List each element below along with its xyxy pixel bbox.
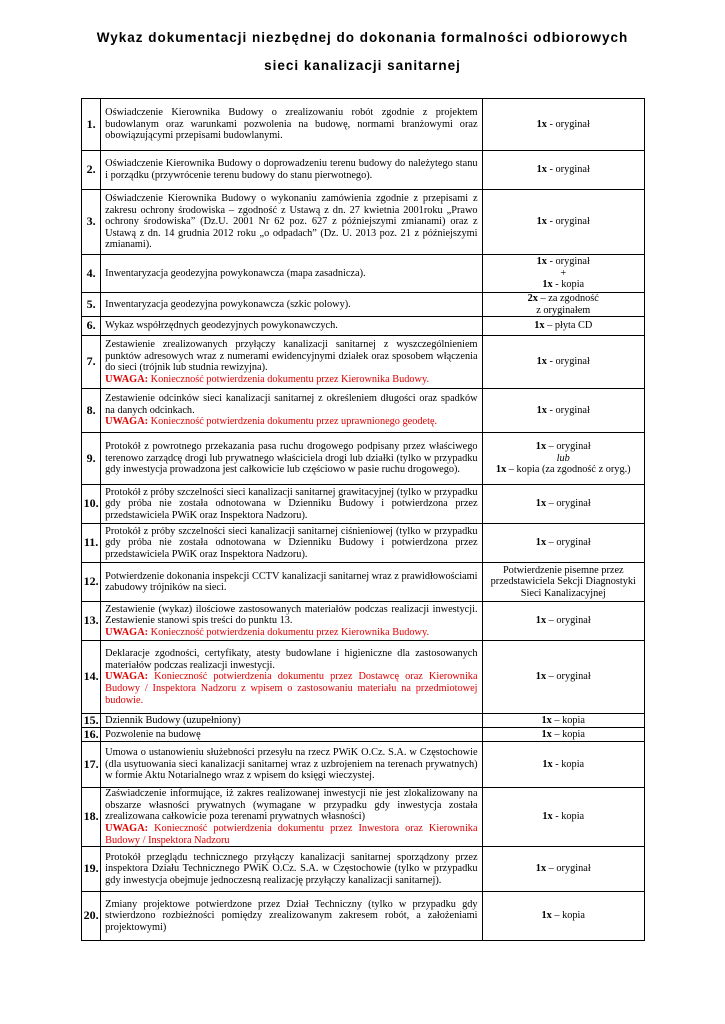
row-number: 8. [82, 389, 101, 433]
copy-type: - oryginał [546, 118, 590, 130]
row-number: 13. [82, 602, 101, 641]
table-row [82, 433, 645, 485]
row-description [101, 714, 482, 728]
table-row [82, 641, 645, 714]
table-row [82, 563, 645, 602]
row-number: 14. [82, 641, 101, 714]
row-number: 11. [82, 524, 101, 563]
row-requirement [482, 524, 644, 563]
row-number: 1. [82, 99, 101, 151]
copy-count: 1x [536, 216, 547, 228]
copy-count: 1x [535, 498, 547, 510]
row-description [101, 742, 482, 788]
documents-table [81, 98, 645, 941]
row-requirement [482, 742, 644, 788]
row-requirement [482, 433, 644, 485]
table-row [82, 714, 645, 728]
description-text: Protokół z próby szczelności sieci kanalizacji sanitarnej ciśnieniowej (tylko w przypadku gdy próba nie została odnotowana w Dzienniku Budowy i potwierdzona przez przedstawiciela PWiK oraz Inspektora Nadzoru). [105, 525, 478, 560]
row-number: 7. [82, 336, 101, 389]
table-row [82, 336, 645, 389]
copy-count: 1x [541, 910, 552, 922]
row-requirement [482, 336, 644, 389]
row-requirement [482, 563, 644, 602]
row-description [101, 728, 482, 742]
row-number: 19. [82, 847, 101, 892]
copy-type-2: – kopia (za zgodność z oryg.) [506, 464, 631, 476]
table-row [82, 602, 645, 641]
row-description [101, 788, 482, 847]
warning-text: Konieczność potwierdzenia dokumentu przez Dostawcę oraz Kierownika Budowy / Inspektora Nadzoru z wpisem o zastosowaniu materiału na przedmiotowej budowie. [105, 671, 478, 706]
warning-text: Konieczność potwierdzenia dokumentu przez Kierownika Budowy. [148, 373, 430, 385]
copy-type: - oryginał [546, 216, 590, 228]
description-text: Zaświadczenie informujące, iż zakres realizowanej inwestycji nie jest zlokalizowany na obszarze własności prywatnych (wymagane w przypadku gdy inwestycja została zrealizowana całkowicie poza terenami prywatnych własności) [105, 788, 478, 823]
row-description [101, 485, 482, 524]
row-description [101, 99, 482, 151]
copy-type: – oryginał [546, 671, 591, 683]
copy-count: 1x [535, 615, 547, 627]
table-row [82, 742, 645, 788]
description-text: Wykaz współrzędnych geodezyjnych powykonawczych. [105, 320, 338, 332]
row-description [101, 524, 482, 563]
warning-label: UWAGA: [105, 822, 149, 834]
copy-type: - oryginał [546, 404, 590, 416]
row-number: 6. [82, 317, 101, 336]
row-requirement [482, 847, 644, 892]
row-description [101, 293, 482, 317]
copy-type: – oryginał [546, 537, 591, 549]
warning-label: UWAGA: [105, 626, 149, 638]
copy-count-2: 1x [542, 279, 553, 291]
copy-type: - kopia [552, 758, 585, 770]
row-number: 3. [82, 190, 101, 255]
warning-label: UWAGA: [105, 373, 149, 385]
copy-count: 1x [535, 671, 547, 683]
copy-count: 1x [535, 537, 547, 549]
row-description [101, 641, 482, 714]
copy-count-2: 1x [495, 464, 507, 476]
copy-type: – oryginał [546, 498, 591, 510]
copy-count: 1x [541, 728, 552, 740]
alternative-separator: lub [556, 452, 570, 464]
row-requirement [482, 602, 644, 641]
alternative-separator: + [560, 267, 567, 279]
row-requirement [482, 293, 644, 317]
row-description [101, 336, 482, 389]
copy-count: 2x [527, 293, 538, 304]
warning-label: UWAGA: [105, 416, 149, 428]
row-description [101, 389, 482, 433]
copy-type: - oryginał [546, 256, 590, 268]
description-text: Protokół z próby szczelności sieci kanalizacji sanitarnej grawitacyjnej (tylko w przypadku gdy próba nie została odnotowana w Dzienniku Budowy i potwierdzona przez przedstawiciela PWiK oraz Inspektora Nadzoru). [105, 486, 478, 521]
row-number: 12. [82, 563, 101, 602]
description-text: Inwentaryzacja geodezyjna powykonawcza (mapa zasadnicza). [105, 267, 366, 279]
table-row [82, 728, 645, 742]
copy-type: – za zgodność [537, 293, 599, 304]
row-description [101, 151, 482, 190]
copy-type: - oryginał [546, 164, 590, 176]
row-number: 5. [82, 293, 101, 317]
table-row [82, 151, 645, 190]
table-row [82, 389, 645, 433]
description-text: Oświadczenie Kierownika Budowy o wykonaniu zamówienia zgodnie z przepisami z zakresu ochrony środowiska – zgodność z Ustawą z dn. 27 kwietnia 2001roku „Prawo ochrony środowiska” (Dz.U. 2001 Nr 62 poz. 627 z późniejszymi zmianami) oraz z Ustawą z dn. 14 grudnia 2012 roku „o odpadach” (Dz. U. 2013 poz. 21 z późniejszymi zmianami). [105, 193, 478, 251]
description-text: Oświadczenie Kierownika Budowy o zrealizowaniu robót zgodnie z projektem budowlanym oraz warunkami pozwolenia na budowę, normami branżowymi oraz obowiązującymi przepisami budowlanymi. [105, 107, 478, 142]
row-requirement [482, 728, 644, 742]
warning-text: Konieczność potwierdzenia dokumentu przez Inwestora oraz Kierownika Budowy / Inspektora Nadzoru [105, 822, 478, 846]
row-requirement [482, 714, 644, 728]
warning-text: Konieczność potwierdzenia dokumentu przez uprawnionego geodetę. [148, 416, 438, 428]
copy-count: 1x [542, 811, 553, 823]
row-requirement [482, 190, 644, 255]
description-text: Oświadczenie Kierownika Budowy o doprowadzeniu terenu budowy do należytego stanu i porządku (przywrócenie terenu budowy do stanu pierwotnego). [105, 158, 478, 181]
document-title-line-2: sieci kanalizacji sanitarnej [264, 58, 461, 73]
copy-count: 1x [536, 118, 547, 130]
row-number: 18. [82, 788, 101, 847]
copy-type: – oryginał [546, 863, 591, 875]
description-text: Zestawienie zrealizowanych przyłączy kanalizacji sanitarnej z wyszczególnieniem punktów adresowych wraz z numerami ewidencyjnymi działek oraz sposobem włączenia do sieci (trójnik lub studnia rewizyjna). [105, 339, 478, 374]
document-title-line-1: Wykaz dokumentacji niezbędnej do dokonania formalności odbiorowych [96, 30, 629, 45]
row-requirement [482, 317, 644, 336]
copy-count: 1x [534, 320, 545, 332]
table-row [82, 293, 645, 317]
row-number: 17. [82, 742, 101, 788]
row-description [101, 190, 482, 255]
copy-count: 1x [542, 758, 553, 770]
row-number: 15. [82, 714, 101, 728]
description-text: Protokół z powrotnego przekazania pasa ruchu drogowego podpisany przez właściwego terenowo zarządcę drogi lub prywatnego właściciela drogi lub działki (tylko w przypadku gdy inwestycja prowadzona jest całkowicie lub częściowo w pasie ruchu drogowego). [105, 441, 478, 476]
description-text: Protokół przeglądu technicznego przyłączy kanalizacji sanitarnej sporządzony przez inspektora Działu Technicznego PWiK O.Cz. S.A. w Częstochowie (tylko w przypadku gdy inwestycja obejmuje jednoczesną realizację przyłączy kanalizacji sanitarnej). [105, 851, 478, 886]
copy-type: - kopia [552, 811, 585, 823]
table-row [82, 190, 645, 255]
description-text: Zestawienie (wykaz) ilościowe zastosowanych materiałów podczas realizacji inwestycji. Zestawienie stanowi spis treści do punktu 13. [105, 603, 478, 627]
table-row [82, 485, 645, 524]
row-description [101, 255, 482, 293]
copy-type: – kopia [551, 728, 585, 740]
row-description [101, 602, 482, 641]
row-number: 20. [82, 892, 101, 941]
table-row [82, 788, 645, 847]
row-requirement [482, 485, 644, 524]
copy-type: – oryginał [546, 615, 591, 627]
table-row [82, 317, 645, 336]
row-number: 2. [82, 151, 101, 190]
row-description [101, 892, 482, 941]
table-row [82, 255, 645, 293]
warning-label: UWAGA: [105, 671, 149, 683]
copy-count: 1x [535, 863, 547, 875]
row-requirement [482, 788, 644, 847]
row-requirement [482, 151, 644, 190]
description-text: Potwierdzenie dokonania inspekcji CCTV kanalizacji sanitarnej wraz z prawidłowościami zabudowy trójników na sieci. [105, 570, 478, 594]
description-text: Umowa o ustanowieniu służebności przesyłu na rzecz PWiK O.Cz. S.A. w Częstochowie (dla usytuowania sieci kanalizacji sanitarnej wraz z uzbrojeniem na terenach prywatnych) w formie Aktu Notarialnego wraz z wpisem do księgi wieczystej. [105, 747, 478, 782]
warning-text: Konieczność potwierdzenia dokumentu przez Kierownika Budowy. [148, 626, 430, 638]
row-number: 16. [82, 728, 101, 742]
copy-type-2: - kopia [552, 279, 585, 291]
copy-count: 1x [536, 356, 547, 368]
table-row [82, 847, 645, 892]
description-text: Zestawienie odcinków sieci kanalizacji sanitarnej z określeniem długości oraz spadków na danych odcinkach. [105, 393, 478, 416]
copy-type: – oryginał [546, 441, 591, 453]
row-requirement [482, 389, 644, 433]
description-text: Inwentaryzacja geodezyjna powykonawcza (szkic polowy). [105, 298, 351, 310]
requirement-text: Potwierdzenie pisemne przez przedstawiciela Sekcji Diagnostyki Sieci Kanalizacyjnej [490, 564, 636, 599]
copy-count: 1x [535, 441, 547, 453]
copy-count: 1x [536, 404, 547, 416]
row-requirement [482, 255, 644, 293]
copy-type: – kopia [551, 910, 585, 922]
copy-count: 1x [541, 714, 552, 726]
copy-type: - oryginał [546, 356, 590, 368]
table-row [82, 892, 645, 941]
description-text: Pozwolenie na budowę [105, 728, 201, 740]
row-requirement [482, 641, 644, 714]
description-text: Zmiany projektowe potwierdzone przez Dział Techniczny (tylko w przypadku gdy stwierdzono rozbieżności pomiędzy zrealizowanym zakresem robót, a założeniami projektowymi) [105, 898, 478, 933]
row-description [101, 563, 482, 602]
copy-type: – płyta CD [544, 320, 593, 332]
description-text: Deklaracje zgodności, certyfikaty, atesty budowlane i higieniczne dla zastosowanych materiałów podczas realizacji inwestycji. [105, 648, 478, 671]
row-number: 10. [82, 485, 101, 524]
row-requirement [482, 892, 644, 941]
table-row [82, 99, 645, 151]
row-description [101, 433, 482, 485]
copy-count: 1x [536, 256, 547, 268]
row-description [101, 847, 482, 892]
row-description [101, 317, 482, 336]
copy-type: – kopia [551, 714, 585, 726]
table-row [82, 524, 645, 563]
row-requirement [482, 99, 644, 151]
description-text: Dziennik Budowy (uzupełniony) [105, 714, 241, 726]
copy-count: 1x [536, 164, 547, 176]
copy-type-line-2: z oryginałem [536, 304, 591, 316]
row-number: 9. [82, 433, 101, 485]
row-number: 4. [82, 255, 101, 293]
